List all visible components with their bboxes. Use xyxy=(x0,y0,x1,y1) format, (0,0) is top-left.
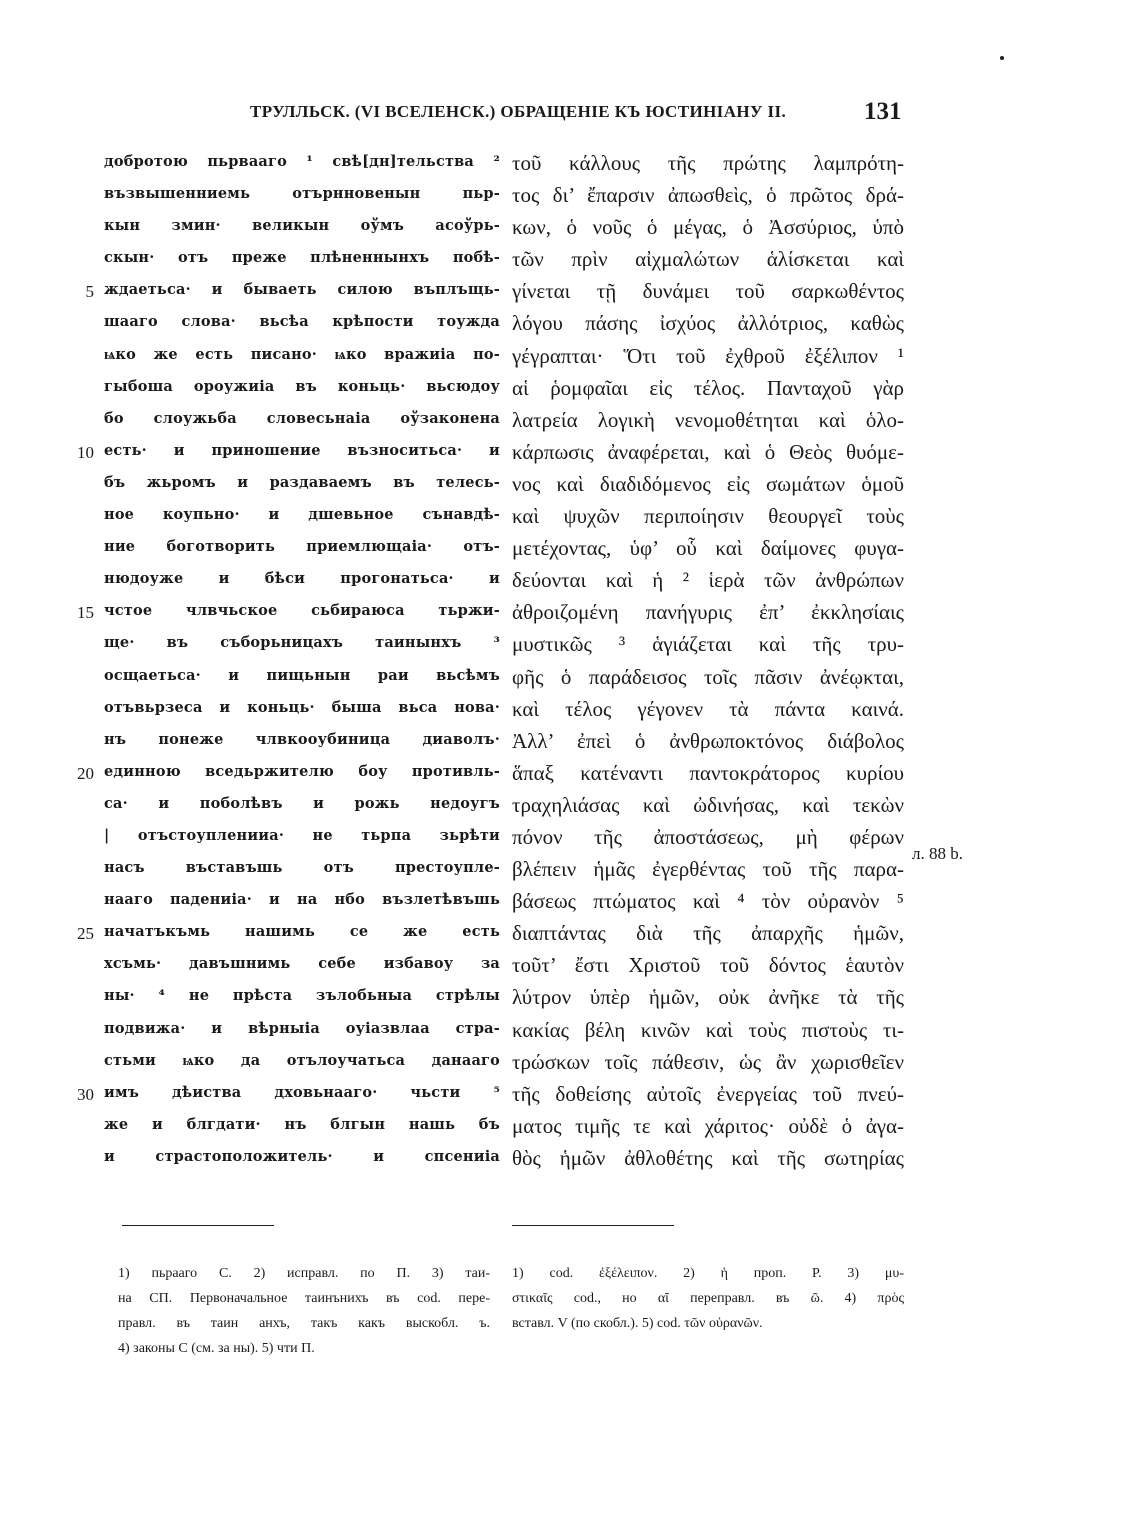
page-speck xyxy=(1000,56,1004,60)
text-line xyxy=(70,824,500,856)
line-text: ματος τιμῆς τε καὶ χάριτος· οὐδὲ ὁ ἀγα- xyxy=(512,1113,904,1138)
line-text: ние боготворить приемлющаіа· отъ- xyxy=(104,538,500,556)
text-line xyxy=(70,760,500,792)
church-slavonic-column xyxy=(70,150,500,1177)
text-line xyxy=(512,471,912,503)
text-line xyxy=(512,824,912,856)
footnote-line: στικαῖς cod., но αῖ переправл. въ ῶ. 4) πρὸς xyxy=(512,1291,904,1306)
text-line xyxy=(512,439,912,471)
line-text: бо слоужьба словесьнаіа оўзаконена xyxy=(104,409,500,427)
text-line xyxy=(512,792,912,824)
line-text: нюдоуже и бѣси прогонатьса· и xyxy=(104,570,500,588)
line-text: κων, ὁ νοῦς ὁ μέγας, ὁ Ἀσσύριος, ὑπὸ xyxy=(512,215,904,240)
text-line xyxy=(512,664,912,696)
line-number: 15 xyxy=(77,603,94,623)
text-line xyxy=(512,310,912,342)
line-text: добротою пьрвааго ¹ свѣ[дн]тельства ² xyxy=(104,153,500,170)
line-text: κακίας βέλη κινῶν καὶ τοὺς πιστοὺς τι- xyxy=(512,1017,904,1042)
footnote-line: 4) законы С (см. за ны). 5) чти П. xyxy=(118,1341,315,1356)
line-text: αἱ ῥομφαῖαι εἰς τέλος. Πανταχοῦ γὰρ xyxy=(512,375,904,400)
line-text: τῆς δοθείσης αὐτοῖς ἐνεργείας τοῦ πνεύ- xyxy=(512,1081,904,1106)
text-line xyxy=(70,246,500,278)
line-text: чстое члвчьское сьбираюса тьржи- xyxy=(104,602,500,620)
line-text: καὶ τέλος γέγονεν τὰ πάντα καινά. xyxy=(512,696,904,721)
text-line xyxy=(512,952,912,984)
line-text: βάσεως πτώματος καὶ ⁴ τὸν οὐρανὸν ⁵ xyxy=(512,889,904,914)
line-text: стьми ѩко да отълоучатьса данааго xyxy=(104,1051,500,1069)
text-line xyxy=(512,182,912,214)
line-text: ѩко же есть писано· ѩко вражиіа по- xyxy=(104,345,500,363)
text-line xyxy=(70,503,500,535)
line-text: единною вседьржителю боу противль- xyxy=(104,762,500,780)
line-text: πόνον τῆς ἀποστάσεως, μὴ φέρων xyxy=(512,824,904,849)
footnotes-right xyxy=(512,1266,904,1341)
line-text: ны· ⁴ не прѣста зълобьныа стрѣлы xyxy=(104,987,500,1005)
text-line xyxy=(70,599,500,631)
line-text: μυστικῶς ³ ἁγιάζεται καὶ τῆς τρυ- xyxy=(512,632,904,657)
text-line xyxy=(70,1017,500,1049)
text-line xyxy=(70,214,500,246)
line-text: Ἀλλ’ ἐπεὶ ὁ ἀνθρωποκτόνος διάβολος xyxy=(512,728,904,753)
line-number: 30 xyxy=(77,1084,94,1104)
text-line xyxy=(512,1017,912,1049)
text-line xyxy=(512,856,912,888)
text-line xyxy=(70,471,500,503)
running-title: ТРУЛЛЬСК. (VI ВСЕЛЕНСК.) ОБРАЩЕНІЕ КЪ ЮСТИНІАНУ II. xyxy=(250,102,787,121)
margin-folio-note: л. 88 b. xyxy=(912,844,963,863)
line-text: и страстоположитель· и спсениіа xyxy=(104,1147,500,1165)
line-text: λόγου πάσης ἰσχύος ἀλλότριος, καθὼς xyxy=(512,311,904,336)
line-text: θὸς ἡμῶν ἀθλοθέτης καὶ τῆς σωτηρίας xyxy=(512,1145,904,1170)
line-text: καὶ ψυχῶν περιποίησιν θεουργεῖ τοὺς xyxy=(512,504,904,529)
line-text: са· и поболѣвъ и рожь недоугъ xyxy=(104,794,500,812)
text-line xyxy=(70,631,500,663)
line-text: ἅπαξ κατέναντι παντοκράτορος κυρίου xyxy=(512,760,904,785)
text-line xyxy=(70,984,500,1016)
footnotes-left xyxy=(118,1266,490,1366)
text-line xyxy=(512,1049,912,1081)
line-text: отъвьрзеса и коньць· быша вьса нова· xyxy=(104,698,500,716)
text-line xyxy=(70,856,500,888)
text-line xyxy=(512,503,912,535)
text-line xyxy=(512,246,912,278)
text-line xyxy=(70,343,500,375)
line-text: кын змин· великын оўмъ асоўрь- xyxy=(104,217,500,235)
text-line xyxy=(70,696,500,728)
line-text: ще· въ съборьницахъ таинынхъ ³ xyxy=(104,634,500,652)
text-line xyxy=(512,150,912,182)
page-header xyxy=(0,98,1140,130)
line-text: шааго слова· вьсѣа крѣпости тоужда xyxy=(104,313,500,331)
text-line xyxy=(512,760,912,792)
text-line xyxy=(512,567,912,599)
line-number: 20 xyxy=(77,763,94,783)
line-text: βλέπειν ἡμᾶς ἐγερθέντας τοῦ τῆς παρα- xyxy=(512,857,904,882)
text-line xyxy=(70,150,500,182)
line-text: διαπτάντας διὰ τῆς ἀπαρχῆς ἡμῶν, xyxy=(512,921,904,946)
line-text: нааго падениіа· и на нбо възлетѣвъшь xyxy=(104,891,500,909)
footnote-divider-left xyxy=(122,1225,274,1226)
text-line xyxy=(70,888,500,920)
line-text: τοῦτ’ ἔστι Χριστοῦ τοῦ δόντος ἑαυτὸν xyxy=(512,953,904,978)
line-text: τῶν πρὶν αἰχμαλώτων ἁλίσκεται καὶ xyxy=(512,247,904,272)
text-line xyxy=(70,375,500,407)
line-text: τρώσκων τοῖς πάθεσιν, ὡς ἂν χωρισθεῖεν xyxy=(512,1049,904,1074)
footnote-divider-right xyxy=(512,1225,674,1226)
text-line xyxy=(70,952,500,984)
text-line xyxy=(70,728,500,760)
text-line xyxy=(70,439,500,471)
line-text: κάρπωσις ἀναφέρεται, καὶ ὁ Θεὸς θυόμε- xyxy=(512,439,904,464)
text-line xyxy=(70,1049,500,1081)
line-text: δεύονται καὶ ἡ ² ἱερὰ τῶν ἀνθρώπων xyxy=(512,568,904,593)
text-line xyxy=(512,599,912,631)
text-line xyxy=(512,696,912,728)
line-text: τοῦ κάλλους τῆς πρώτης λαμπρότη- xyxy=(512,151,904,175)
line-text: възвышенниемь отърнновенын пьр- xyxy=(104,185,500,203)
line-text: ное коупьно· и дшевьное сънавдѣ- xyxy=(104,506,500,524)
line-number: 5 xyxy=(85,282,94,302)
text-line xyxy=(512,407,912,439)
text-line xyxy=(70,1113,500,1145)
greek-column xyxy=(512,150,912,1177)
text-line xyxy=(70,664,500,696)
text-line xyxy=(512,1145,912,1177)
line-text: есть· и приношение възноситьса· и xyxy=(104,441,500,459)
line-text: же и блгдати· нъ блгын нашь бъ xyxy=(104,1115,500,1133)
text-line xyxy=(512,631,912,663)
line-number: 25 xyxy=(77,924,94,944)
text-line xyxy=(512,984,912,1016)
line-text: насъ въставъшь отъ престоупле- xyxy=(104,859,500,877)
text-line xyxy=(70,407,500,439)
line-text: имъ дѣиства дховьнааго· чьсти ⁵ xyxy=(104,1083,500,1101)
line-text: φῆς ὁ παράδεισος τοῖς πᾶσιν ἀνέῳκται, xyxy=(512,664,904,689)
line-text: λατρεία λογικὴ νενομοθέτηται καὶ ὁλο- xyxy=(512,407,904,432)
text-line xyxy=(512,728,912,760)
footnote-line: вставл. V (по скобл.). 5) cod. τῶν οὐρανῶν. xyxy=(512,1316,763,1331)
text-line xyxy=(70,535,500,567)
text-line xyxy=(70,920,500,952)
text-line xyxy=(70,1081,500,1113)
footnote-line: на СП. Первоначальное таинънихъ въ cod. пере- xyxy=(118,1291,490,1306)
text-line xyxy=(70,1145,500,1177)
line-text: μετέχοντας, ὑφ’ οὗ καὶ δαίμονες φυγα- xyxy=(512,536,904,561)
text-line xyxy=(70,182,500,214)
text-line xyxy=(70,567,500,599)
text-line xyxy=(70,278,500,310)
footnote-line: правл. въ таин анхъ, такъ какъ выскобл. ъ. xyxy=(118,1316,490,1331)
text-line xyxy=(512,888,912,920)
line-text: начатъкъмь нашимь се же есть xyxy=(104,923,500,941)
footnote-line: 1) пьрааго С. 2) исправл. по П. 3) таи- xyxy=(118,1266,490,1281)
line-text: осщаетьса· и пищьнын раи вьсѣмъ xyxy=(104,666,500,684)
line-text: τραχηλιάσας καὶ ὠδινήσας, καὶ τεκὼν xyxy=(512,792,904,817)
footnote-line: 1) cod. ἐξέλειπον. 2) ἡ проп. Р. 3) μυ- xyxy=(512,1266,904,1281)
line-text: ἀθροιζομένη πανήγυρις ἐπ’ ἐκκλησίαις xyxy=(512,600,904,625)
text-line xyxy=(512,375,912,407)
text-line xyxy=(512,1113,912,1145)
line-text: τος δι’ ἔπαρσιν ἀπωσθεὶς, ὁ πρῶτος δρά- xyxy=(512,183,904,208)
line-text: подвижа· и вѣрныіа оуіазвлаа стра- xyxy=(104,1019,500,1037)
line-number: 10 xyxy=(77,442,94,462)
line-text: гыбоша ороужиіа въ коньць· вьсюдоу xyxy=(104,377,500,395)
line-text: λύτρον ὑπὲρ ἡμῶν, οὐκ ἀνῆκε τὰ τῆς xyxy=(512,985,904,1010)
text-line xyxy=(70,310,500,342)
line-text: бъ жьромъ и раздаваемъ въ телесь- xyxy=(104,473,500,491)
text-line xyxy=(512,278,912,310)
text-line xyxy=(512,214,912,246)
line-text: | отъстоупленииа· не тьрпа зьрѣти xyxy=(104,826,500,844)
line-text: скын· отъ преже плѣненнынхъ побѣ- xyxy=(104,249,500,267)
text-line xyxy=(512,343,912,375)
text-line xyxy=(512,920,912,952)
line-text: γέγραπται· Ὅτι τοῦ ἐχθροῦ ἐξέλιπον ¹ xyxy=(512,343,904,368)
line-text: νος καὶ διαδιδόμενος εἰς σωμάτων ὁμοῦ xyxy=(512,471,904,496)
line-text: γίνεται τῇ δυνάμει τοῦ σαρκωθέντος xyxy=(512,279,904,304)
line-text: ждаетьса· и бываеть силою въплъщь- xyxy=(104,281,500,299)
text-line xyxy=(512,1081,912,1113)
line-text: хсъмь· давъшнимь себе избавоу за xyxy=(104,955,500,973)
text-line xyxy=(512,535,912,567)
line-text: нъ понеже члвкооубиница диаволъ· xyxy=(104,730,500,748)
page-number: 131 xyxy=(864,98,902,125)
text-line xyxy=(70,792,500,824)
